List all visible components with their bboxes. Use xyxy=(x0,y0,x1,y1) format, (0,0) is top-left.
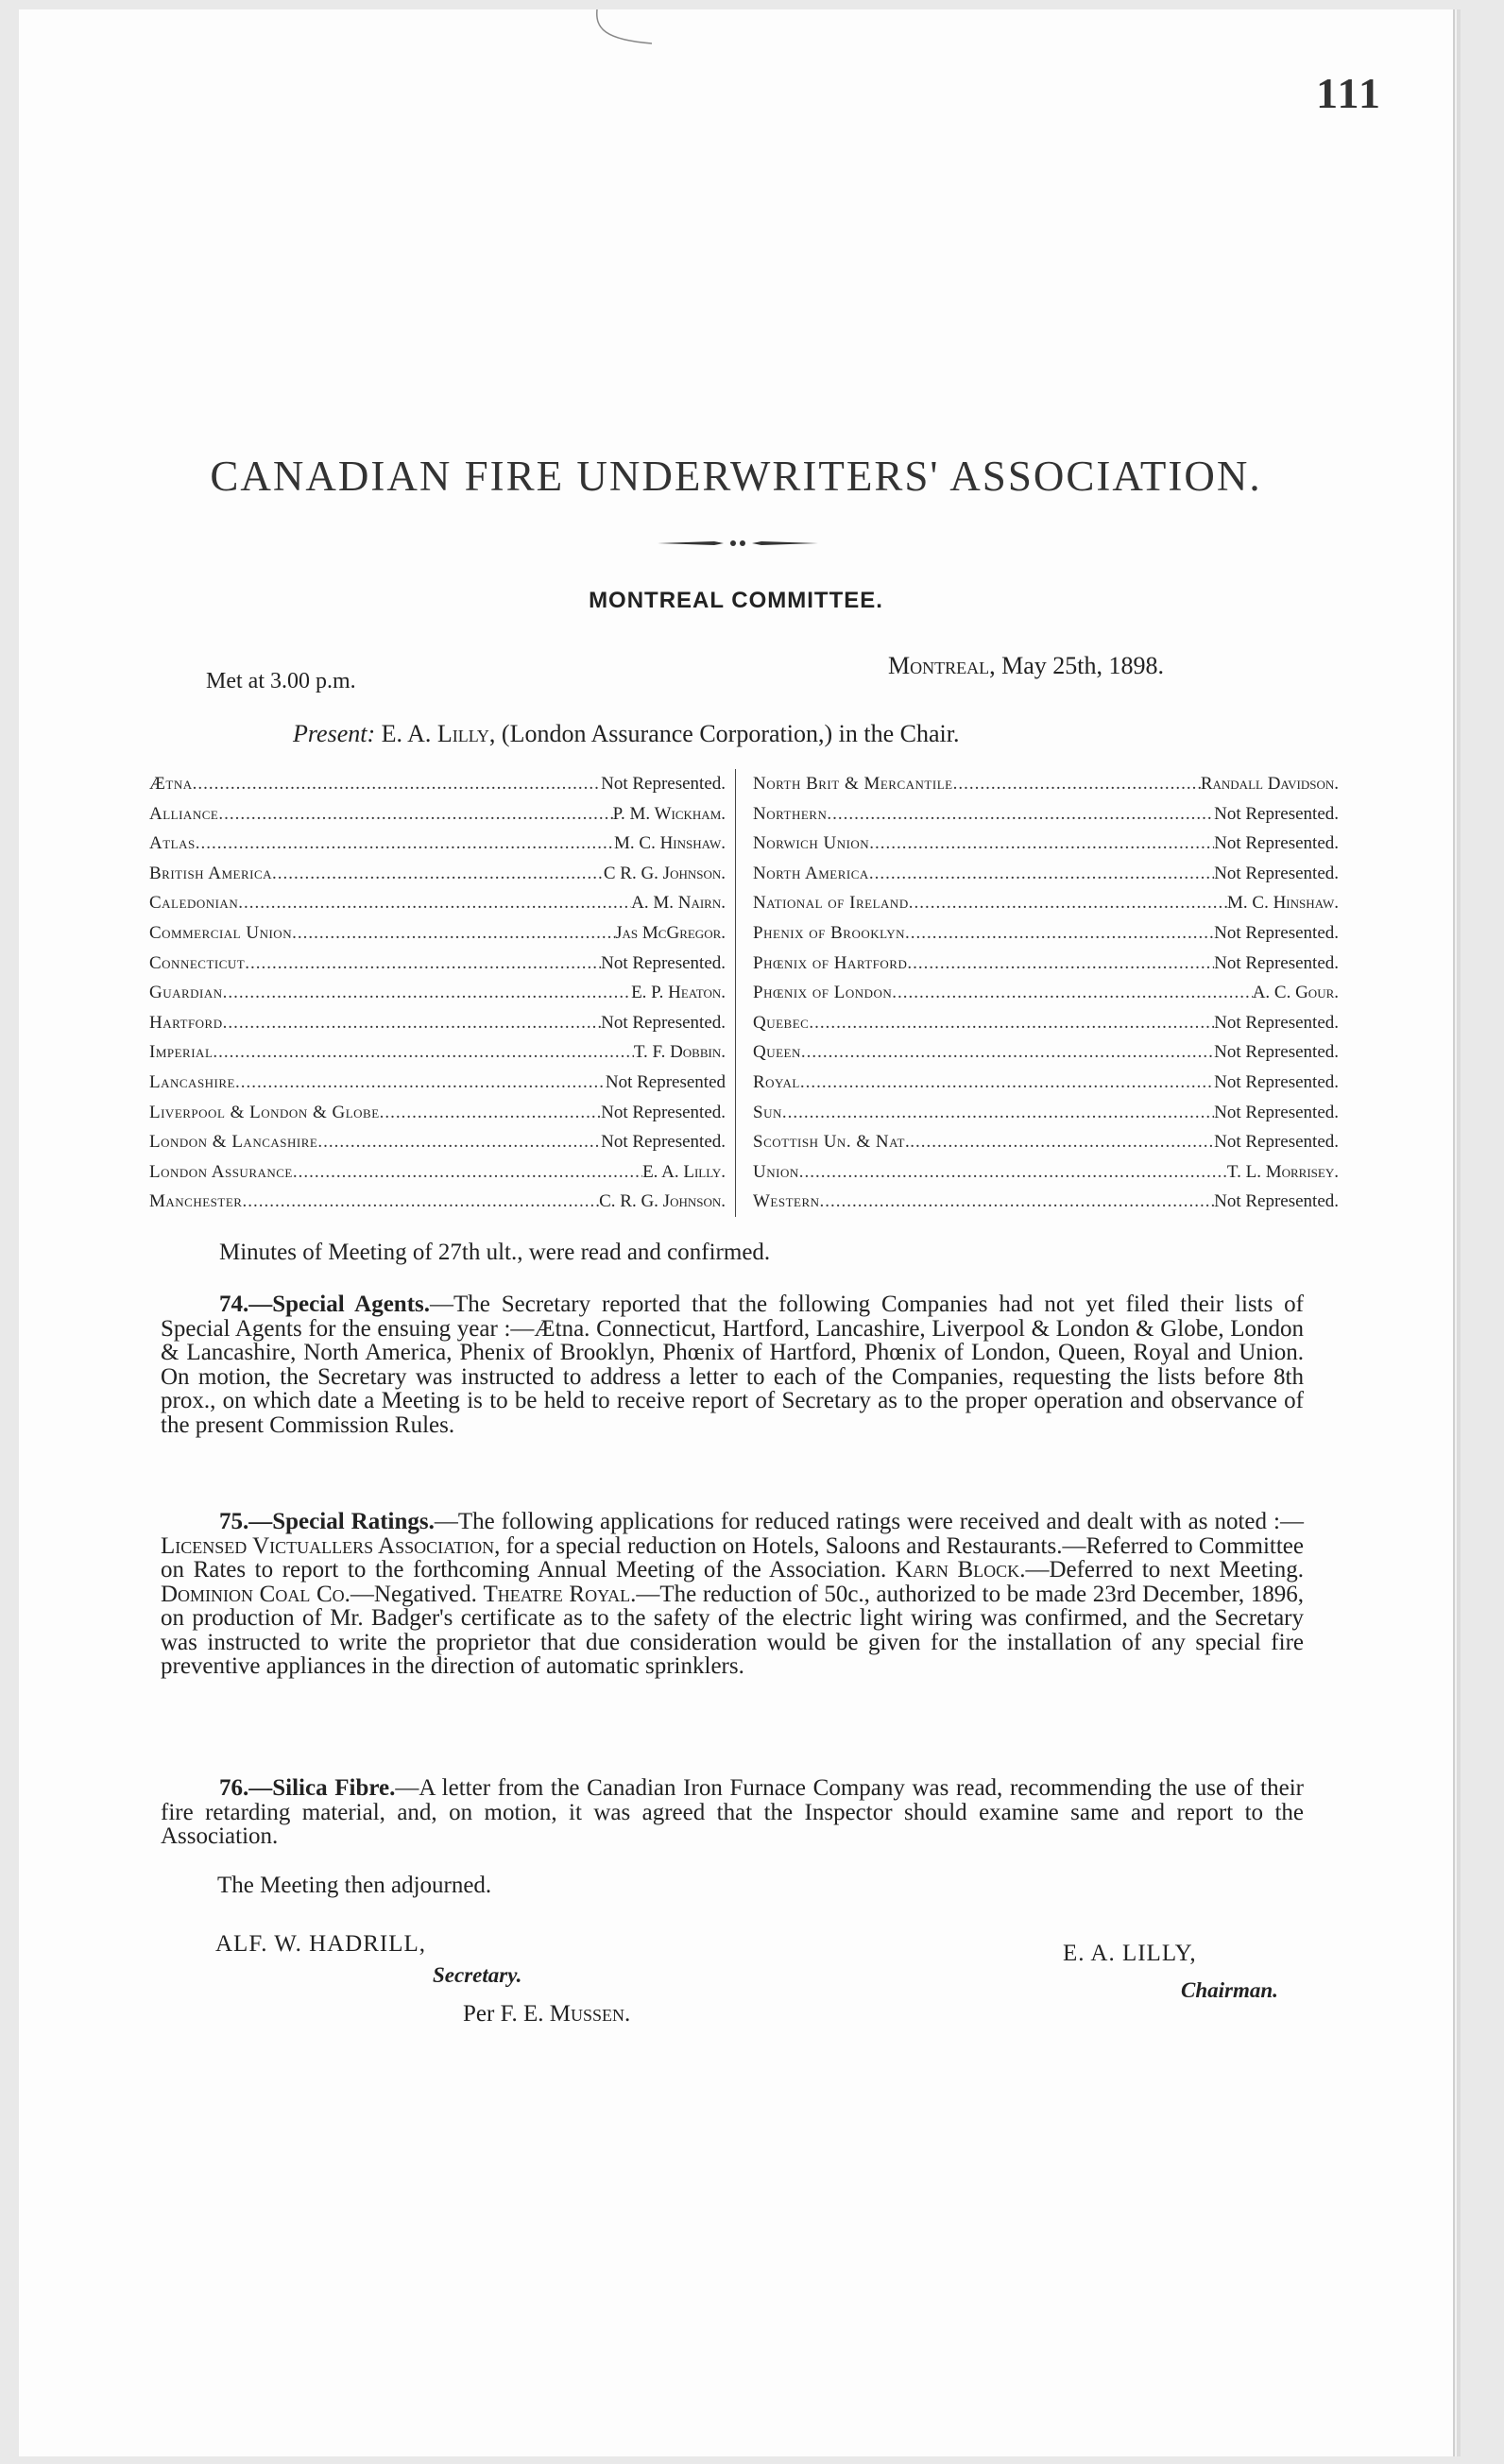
leader-dots xyxy=(953,769,1201,799)
company-row xyxy=(753,978,1339,1008)
company-row xyxy=(753,888,1339,918)
company-representative: A. M. Nairn. xyxy=(631,893,726,914)
item-75-dominion-coal: Dominion Coal Co xyxy=(161,1581,345,1607)
leader-dots xyxy=(799,1157,1227,1188)
company-name: Lancashire xyxy=(149,1071,236,1092)
company-representative: P. M. Wickham. xyxy=(612,803,726,824)
company-name: Atlas xyxy=(149,833,196,854)
leader-dots xyxy=(801,1037,1214,1068)
item-75-text-2: , for a special reduction on Hotels, Saloons and Restaurants.—Referred to Committee on Rates to report to the forthcoming Annual Meeting of the Association. xyxy=(161,1532,1304,1583)
item-75-karn-block: Karn Block xyxy=(895,1557,1020,1583)
secretary-title: Secretary. xyxy=(433,1963,522,1987)
adjourned-line: The Meeting then adjourned. xyxy=(217,1873,492,1898)
company-name: Imperial xyxy=(149,1042,214,1063)
company-representative: Not Represented. xyxy=(601,1102,726,1122)
page-fold-mark xyxy=(595,9,709,47)
company-row xyxy=(149,829,726,859)
leader-dots xyxy=(223,1008,601,1038)
item-74-number: 74. xyxy=(219,1292,249,1317)
page-number: 111 xyxy=(1316,69,1382,117)
company-representative: Randall Davidson. xyxy=(1200,774,1339,794)
leader-dots xyxy=(235,1068,606,1098)
leader-dots xyxy=(800,1068,1214,1098)
company-name: Alliance xyxy=(149,803,219,824)
company-name: British America xyxy=(149,863,273,883)
company-row xyxy=(149,799,726,830)
leader-dots xyxy=(213,1037,633,1068)
company-representative: Not Represented. xyxy=(1214,1191,1339,1212)
company-name: Phenix of Brooklyn xyxy=(753,922,906,943)
company-representative: A. C. Gour. xyxy=(1252,983,1339,1003)
company-representative: Not Represented. xyxy=(1214,1012,1339,1033)
company-row xyxy=(753,1187,1339,1217)
item-75-text-4: .—Negatived. xyxy=(344,1581,484,1607)
item-75-licensed-victuallers: Licensed Victuallers Association xyxy=(161,1532,495,1559)
item-74-heading: —Special Agents. xyxy=(248,1292,430,1317)
item-75-text-1: —The following applications for reduced ratings were received and dealt with as noted :— xyxy=(434,1509,1304,1534)
company-representative: Not Represented. xyxy=(601,952,726,973)
company-representative: T. F. Dobbin. xyxy=(633,1042,726,1063)
leader-dots xyxy=(869,829,1214,859)
chairman-title: Chairman. xyxy=(1181,1978,1278,2002)
company-row xyxy=(149,949,726,979)
leader-dots xyxy=(820,1187,1215,1217)
leader-dots xyxy=(869,859,1214,889)
per-name: Mussen. xyxy=(549,2001,631,2027)
company-row xyxy=(149,1008,726,1038)
company-representative: Not Represented xyxy=(605,1071,726,1092)
company-row xyxy=(753,799,1339,830)
item-75-text-5: .—The reduction of 50c., authorized to be made 23rd December, 1896, on production of Mr. Badger's certificate as to the safety of the electric light wiring was confirmed, and the Secretary was instructed to write the proprietor that due consideration would be given for the installation of any special fire preventive appliances in the direction of automatic sprinklers. xyxy=(161,1581,1305,1679)
company-name: Northern xyxy=(753,803,828,824)
company-name: Hartford xyxy=(149,1012,223,1033)
leader-dots xyxy=(380,1098,601,1128)
company-row xyxy=(753,1098,1339,1128)
company-representative: Not Represented. xyxy=(1214,833,1339,854)
leader-dots xyxy=(892,978,1252,1008)
companies-list-right xyxy=(735,769,1339,1217)
per-line xyxy=(463,2001,630,2028)
company-representative: M. C. Hinshaw. xyxy=(1227,893,1339,914)
company-representative: E. P. Heaton. xyxy=(631,983,726,1003)
item-75-paragraph xyxy=(161,1510,1304,1679)
company-representative: M. C. Hinshaw. xyxy=(614,833,726,854)
leader-dots xyxy=(782,1098,1214,1128)
company-name: Norwich Union xyxy=(753,833,870,854)
company-representative: Not Represented. xyxy=(601,1012,726,1033)
present-name: E. A. Lilly, xyxy=(375,720,496,747)
document-page xyxy=(19,9,1455,2456)
company-name: Caledonian xyxy=(149,893,239,914)
company-representative: Not Represented. xyxy=(1214,863,1339,883)
company-row xyxy=(149,769,726,799)
company-representative: E. A. Lilly. xyxy=(642,1161,726,1182)
company-name: Manchester xyxy=(149,1191,243,1212)
item-75-text-3: .—Deferred to next Meeting. xyxy=(1019,1557,1305,1583)
leader-dots xyxy=(809,1008,1214,1038)
company-representative: Not Represented. xyxy=(1214,803,1339,824)
company-row xyxy=(753,1068,1339,1098)
company-row xyxy=(149,1187,726,1217)
company-row xyxy=(149,1157,726,1188)
leader-dots xyxy=(272,859,604,889)
leader-dots xyxy=(242,1187,599,1217)
company-row xyxy=(753,1157,1339,1188)
company-representative: Not Represented. xyxy=(1214,922,1339,943)
company-name: London & Lancashire xyxy=(149,1132,318,1153)
document-title: CANADIAN FIRE UNDERWRITERS' ASSOCIATION. xyxy=(210,453,1262,500)
item-76-paragraph xyxy=(161,1776,1304,1849)
company-name: North America xyxy=(753,863,869,883)
company-name: Connecticut xyxy=(149,952,246,973)
leader-dots xyxy=(827,799,1214,830)
company-representative: Not Represented. xyxy=(1214,1042,1339,1063)
meeting-time: Met at 3.00 p.m. xyxy=(206,669,356,693)
company-name: Guardian xyxy=(149,983,223,1003)
company-representative: Not Represented. xyxy=(1214,952,1339,973)
company-row xyxy=(149,978,726,1008)
company-row xyxy=(149,1037,726,1068)
company-representative: Not Represented. xyxy=(1214,1132,1339,1153)
leader-dots xyxy=(910,1127,1214,1157)
minutes-line: Minutes of Meeting of 27th ult., were read and confirmed. xyxy=(219,1240,771,1265)
company-name: Liverpool & London & Globe xyxy=(149,1102,380,1122)
secretary-name: ALF. W. HADRILL, xyxy=(215,1931,427,1957)
date-value: May 25th, 1898. xyxy=(995,652,1164,679)
present-line xyxy=(293,720,959,748)
company-row xyxy=(753,918,1339,949)
title-ornament xyxy=(658,537,818,550)
company-row xyxy=(753,1008,1339,1038)
company-name: National of Ireland xyxy=(753,893,909,914)
company-representative: Jas McGregor. xyxy=(615,922,726,943)
company-row xyxy=(149,1098,726,1128)
companies-list-left xyxy=(149,769,726,1217)
leader-dots xyxy=(292,918,615,949)
leader-dots xyxy=(905,918,1214,949)
company-row xyxy=(753,769,1339,799)
leader-dots xyxy=(238,888,631,918)
leader-dots xyxy=(909,888,1227,918)
leader-dots xyxy=(193,769,601,799)
leader-dots xyxy=(293,1157,642,1188)
date-place: Montreal, xyxy=(888,652,996,679)
company-name: Ætna xyxy=(149,774,193,794)
company-name: Queen xyxy=(753,1042,801,1063)
company-row xyxy=(753,829,1339,859)
company-row xyxy=(753,859,1339,889)
company-name: Sun xyxy=(753,1102,782,1122)
leader-dots xyxy=(223,978,631,1008)
company-name: Phœnix of Hartford xyxy=(753,952,908,973)
present-rest: (London Assurance Corporation,) in the Chair. xyxy=(495,720,960,747)
per-label: Per F. E. xyxy=(463,2001,550,2027)
committee-heading: MONTREAL COMMITTEE. xyxy=(589,588,883,613)
company-row xyxy=(753,1127,1339,1157)
leader-dots xyxy=(196,829,614,859)
meeting-date xyxy=(888,652,1164,680)
company-representative: Not Represented. xyxy=(1214,1071,1339,1092)
company-row xyxy=(149,859,726,889)
item-74-paragraph xyxy=(161,1292,1304,1437)
item-76-number: 76. xyxy=(219,1775,249,1801)
company-row xyxy=(149,918,726,949)
company-row xyxy=(149,1068,726,1098)
company-row xyxy=(753,1037,1339,1068)
chairman-name: E. A. LILLY, xyxy=(1063,1941,1197,1966)
item-75-theatre-royal: Theatre Royal xyxy=(483,1581,631,1607)
company-representative: Not Represented. xyxy=(1214,1102,1339,1122)
company-row xyxy=(149,1127,726,1157)
company-representative: C R. G. Johnson. xyxy=(603,863,726,883)
item-75-heading: —Special Ratings. xyxy=(248,1509,435,1534)
leader-dots xyxy=(218,799,612,830)
item-76-text: —A letter from the Canadian Iron Furnace Company was read, recommending the use of their fire retarding material, and, on motion, it was agreed that the Inspector should examine same and report to the Association. xyxy=(161,1775,1304,1849)
company-name: Phœnix of London xyxy=(753,983,893,1003)
company-name: Scottish Un. & Nat. xyxy=(753,1132,911,1153)
company-representative: Not Represented. xyxy=(601,1132,726,1153)
company-representative: T. L. Morrisey. xyxy=(1226,1161,1339,1182)
item-75-number: 75. xyxy=(219,1509,249,1534)
company-name: Western xyxy=(753,1191,820,1212)
company-row xyxy=(149,888,726,918)
company-representative: C. R. G. Johnson. xyxy=(599,1191,726,1212)
leader-dots xyxy=(317,1127,601,1157)
company-name: Commercial Union xyxy=(149,922,293,943)
company-row xyxy=(753,949,1339,979)
item-74-text: —The Secretary reported that the following Companies had not yet filed their lists of Special Agents for the ensuing year :—Ætna. Connecticut, Hartford, Lancashire, Liverpool & London & Globe, London & Lancashire, North America, Phenix of Brooklyn, Phœnix of Hartford, Phœnix of London, Queen, Royal and Union. On motion, the Secretary was instructed to address a letter to each of the Companies, requesting the lists before 8th prox., on which date a Meeting is to be held to receive report of Secretary as to the proper operation and observance of the present Commission Rules. xyxy=(161,1292,1304,1438)
company-representative: Not Represented. xyxy=(601,774,726,794)
company-name: Royal xyxy=(753,1071,800,1092)
item-76-heading: —Silica Fibre. xyxy=(248,1775,396,1801)
leader-dots xyxy=(907,949,1214,979)
leader-dots xyxy=(245,949,601,979)
company-name: Union xyxy=(753,1161,799,1182)
present-label: Present: xyxy=(293,720,376,747)
company-name: London Assurance xyxy=(149,1161,293,1182)
company-name: North Brit & Mercantile xyxy=(753,774,953,794)
company-name: Quebec xyxy=(753,1012,810,1033)
